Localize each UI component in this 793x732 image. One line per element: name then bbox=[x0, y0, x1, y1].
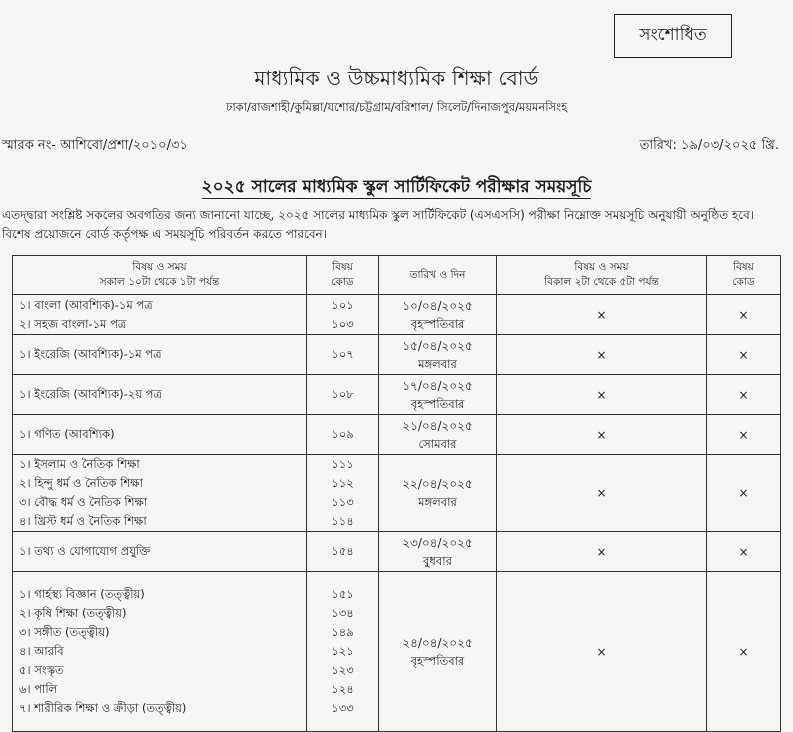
subject-codes-cell bbox=[307, 415, 379, 455]
subject-name: ২। হিন্দু ধর্ম ও নৈতিক শিক্ষা bbox=[19, 476, 143, 490]
exam-day: বুধবার bbox=[423, 553, 452, 568]
exam-date: ২২/০৪/২০২৫ bbox=[402, 477, 473, 491]
subject-name: ১। গার্হস্থ্য বিজ্ঞান (তত্ত্বীয়) bbox=[19, 587, 145, 601]
header-subject-code bbox=[307, 256, 379, 295]
afternoon-subject-cell: × bbox=[497, 415, 707, 455]
morning-subjects-cell bbox=[13, 295, 307, 335]
afternoon-code-cell: × bbox=[707, 295, 781, 335]
subject-code: ১১১ bbox=[331, 457, 354, 471]
afternoon-subject-cell: × bbox=[497, 455, 707, 532]
afternoon-subject-cell: × bbox=[497, 335, 707, 375]
subject-name: ২। সহজ বাংলা-১ম পত্র bbox=[19, 316, 127, 331]
header-subject-code-2 bbox=[707, 256, 781, 295]
morning-subjects-cell bbox=[13, 455, 307, 532]
afternoon-code-cell: × bbox=[707, 375, 781, 415]
exam-date-cell bbox=[379, 375, 497, 415]
subject-code: ১২৩ bbox=[331, 663, 354, 677]
exam-date-cell bbox=[379, 455, 497, 532]
exam-day: মঙ্গলবার bbox=[418, 356, 457, 371]
memo-number: স্মারক নং- আশিবো/প্রশা/২০১০/৩১ bbox=[2, 138, 188, 153]
intro-paragraph: এতদ্দ্বারা সংশ্লিষ্ট সকলের অবগতির জন্য জানানো যাচ্ছে, ২০২৫ সালের মাধ্যমিক স্কুল সার্টিফিকেট (এসএসসি) পরীক্ষা নিম্নোক্ত সময়সূচি অনুযায়ী অনুষ্ঠিত হবে। বিশেষ প্রয়োজনে বোর্ড কর্তৃপক্ষ এ সময়সূচি পরিবর্তন করতে পারবেন। bbox=[2, 208, 755, 241]
subject-code: ১০৯ bbox=[331, 427, 354, 441]
subject-name: ২। কৃষি শিক্ষা (তত্ত্বীয়) bbox=[19, 606, 127, 620]
morning-subjects-cell bbox=[13, 532, 307, 572]
exam-date-cell bbox=[379, 572, 497, 732]
subject-name: ৬। পালি bbox=[19, 682, 58, 696]
subject-codes-cell bbox=[307, 335, 379, 375]
morning-subjects-cell bbox=[13, 335, 307, 375]
subject-name: ১। গণিত (আবশ্যিক) bbox=[19, 427, 115, 441]
table-header-row bbox=[13, 256, 781, 295]
subject-code: ১০১ bbox=[331, 297, 354, 312]
afternoon-subject-cell: × bbox=[497, 375, 707, 415]
header-text: বিষয় bbox=[332, 261, 353, 273]
table-row bbox=[13, 335, 781, 375]
header-text: বিষয় bbox=[733, 261, 754, 273]
exam-schedule-table bbox=[12, 255, 781, 732]
exam-date-cell bbox=[379, 335, 497, 375]
revised-stamp: সংশোধিত bbox=[614, 14, 732, 58]
morning-subjects-cell bbox=[13, 375, 307, 415]
morning-subjects-cell bbox=[13, 572, 307, 732]
subject-code: ১৩৪ bbox=[331, 606, 354, 620]
subject-code: ১৩৩ bbox=[331, 701, 354, 715]
subject-name: ১। ইংরেজি (আবশ্যিক)-২য় পত্র bbox=[19, 387, 162, 401]
subject-code: ১৫১ bbox=[331, 587, 354, 601]
subject-codes-cell bbox=[307, 375, 379, 415]
exam-date-cell bbox=[379, 295, 497, 335]
exam-date-cell bbox=[379, 532, 497, 572]
exam-day: বৃহস্পতিবার bbox=[410, 316, 465, 331]
header-morning-subject bbox=[13, 256, 307, 295]
header-text: বিকাল ২টা থেকে ৫টা পর্যন্ত bbox=[544, 276, 659, 288]
exam-date-cell bbox=[379, 415, 497, 455]
exam-day: সোমবার bbox=[418, 436, 457, 451]
afternoon-subject-cell: × bbox=[497, 572, 707, 732]
subject-codes-cell bbox=[307, 455, 379, 532]
subject-name: ১। বাংলা (আবশ্যিক)-১ম পত্র bbox=[19, 297, 153, 312]
afternoon-code-cell: × bbox=[707, 532, 781, 572]
notice-title bbox=[0, 174, 793, 202]
afternoon-subject-cell: × bbox=[497, 532, 707, 572]
subject-code: ১০৩ bbox=[331, 316, 354, 331]
subject-code: ১২১ bbox=[331, 644, 354, 658]
header-text: বিষয় ও সময় bbox=[132, 261, 187, 273]
board-title: মাধ্যমিক ও উচ্চমাধ্যমিক শিক্ষা বোর্ড bbox=[254, 66, 539, 90]
subject-code: ১১২ bbox=[331, 476, 354, 490]
exam-date: ১০/০৪/২০২৫ bbox=[402, 298, 473, 313]
exam-date: ২১/০৪/২০২৫ bbox=[402, 418, 473, 433]
header-text: সকাল ১০টা থেকে ১টা পর্যন্ত bbox=[99, 276, 220, 288]
exam-day: মঙ্গলবার bbox=[418, 495, 457, 509]
subject-name: ৩। সঙ্গীত (তত্ত্বীয়) bbox=[19, 625, 110, 639]
afternoon-code-cell: × bbox=[707, 572, 781, 732]
subject-code: ১০৮ bbox=[331, 387, 354, 401]
subject-codes-cell bbox=[307, 572, 379, 732]
exam-day: বৃহস্পতিবার bbox=[410, 653, 465, 668]
afternoon-code-cell: × bbox=[707, 335, 781, 375]
exam-date: ২৩/০৪/২০২৫ bbox=[402, 535, 473, 550]
subject-name: ৭। শারীরিক শিক্ষা ও ক্রীড়া (তত্ত্বীয়) bbox=[19, 701, 187, 715]
exam-date: ২৪/০৪/২০২৫ bbox=[402, 635, 473, 650]
table-row bbox=[13, 295, 781, 335]
table-row bbox=[13, 375, 781, 415]
header-afternoon-subject bbox=[497, 256, 707, 295]
subject-code: ১০৭ bbox=[331, 347, 354, 361]
subject-codes-cell bbox=[307, 532, 379, 572]
subject-name: ৫। সংস্কৃত bbox=[19, 663, 64, 677]
morning-subjects-cell bbox=[13, 415, 307, 455]
exam-date: ১৫/০৪/২০২৫ bbox=[402, 338, 473, 353]
afternoon-subject-cell: × bbox=[497, 295, 707, 335]
header-date-day: তারিখ ও দিন bbox=[379, 256, 497, 295]
header-text: কোড bbox=[732, 276, 755, 288]
afternoon-code-cell: × bbox=[707, 455, 781, 532]
table-row bbox=[13, 572, 781, 732]
notice-title-text: ২০২৫ সালের মাধ্যমিক স্কুল সার্টিফিকেট পরীক্ষার সময়সূচি bbox=[201, 177, 592, 197]
exam-day: বৃহস্পতিবার bbox=[410, 396, 465, 411]
subject-code: ১৫৪ bbox=[331, 544, 354, 558]
subject-name: ৪। খ্রিস্ট ধর্ম ও নৈতিক শিক্ষা bbox=[19, 514, 147, 528]
exam-date: ১৭/০৪/২০২৫ bbox=[402, 378, 473, 393]
header-text: বিষয় ও সময় bbox=[574, 261, 629, 273]
subject-code: ১১৪ bbox=[331, 514, 354, 528]
subject-name: ৪। আরবি bbox=[19, 644, 64, 658]
header-text: কোড bbox=[331, 276, 354, 288]
subject-code: ১১৩ bbox=[331, 495, 354, 509]
board-subtitle: ঢাকা/রাজশাহী/কুমিল্লা/যশোর/চট্টগ্রাম/বরিশাল/ সিলেট/দিনাজপুর/ময়মনসিংহ bbox=[225, 100, 568, 114]
subject-name: ১। তথ্য ও যোগাযোগ প্রযুক্তি bbox=[19, 544, 151, 558]
table-row bbox=[13, 415, 781, 455]
subject-codes-cell bbox=[307, 295, 379, 335]
subject-name: ৩। বৌদ্ধ ধর্ম ও নৈতিক শিক্ষা bbox=[19, 495, 148, 509]
subject-code: ১২৪ bbox=[331, 682, 354, 696]
subject-code: ১৪৯ bbox=[331, 625, 354, 639]
table-row bbox=[13, 532, 781, 572]
afternoon-code-cell: × bbox=[707, 415, 781, 455]
subject-name: ১। ইসলাম ও নৈতিক শিক্ষা bbox=[19, 457, 140, 471]
subject-name: ১। ইংরেজি (আবশ্যিক)-১ম পত্র bbox=[19, 347, 162, 361]
issue-date: তারিখ: ১৯/০৩/২০২৫ খ্রি. bbox=[639, 138, 779, 153]
table-row bbox=[13, 455, 781, 532]
